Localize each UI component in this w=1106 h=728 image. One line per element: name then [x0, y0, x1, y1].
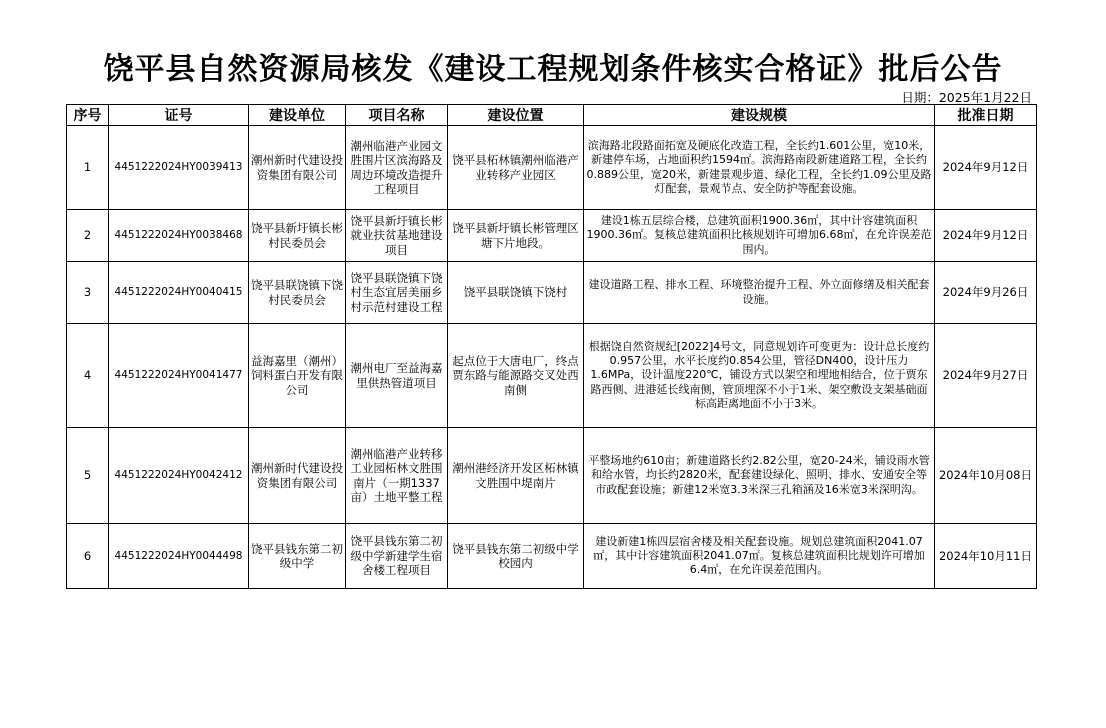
- cell-no: 1: [67, 126, 109, 210]
- cell-scale: 建设1栋五层综合楼，总建筑面积1900.36㎡，其中计容建筑面积1900.36㎡。复核总建筑面积比核规划许可增加6.68㎡，在允许误差范围内。: [584, 210, 935, 262]
- cell-unit: 益海嘉里（潮州）饲料蛋白开发有限公司: [249, 324, 346, 428]
- cell-location: 饶平县新圩镇长彬管理区塘下片地段。: [448, 210, 584, 262]
- cell-location: 潮州港经济开发区柘林镇文胜围中堤南片: [448, 428, 584, 524]
- cell-location: 饶平县联饶镇下饶村: [448, 262, 584, 324]
- table-row: [67, 210, 1037, 262]
- cell-no: 4: [67, 324, 109, 428]
- table-row: [67, 126, 1037, 210]
- cell-scale: 建设新建1栋四层宿舍楼及相关配套设施。规划总建筑面积2041.07㎡，其中计容建筑面积2041.07㎡。复核总建筑面积比规划许可增加6.4㎡，在允许误差范围内。: [584, 524, 935, 589]
- cell-date: 2024年10月11日: [935, 524, 1037, 589]
- cell-date: 2024年9月27日: [935, 324, 1037, 428]
- cell-cert: 4451222024HY0041477: [109, 324, 249, 428]
- cell-date: 2024年9月12日: [935, 210, 1037, 262]
- table-row: [67, 428, 1037, 524]
- cell-unit: 潮州新时代建设投资集团有限公司: [249, 126, 346, 210]
- cell-date: 2024年9月12日: [935, 126, 1037, 210]
- cell-no: 2: [67, 210, 109, 262]
- cell-unit: 饶平县新圩镇长彬村民委员会: [249, 210, 346, 262]
- cell-cert: 4451222024HY0038468: [109, 210, 249, 262]
- header-date: 批准日期: [935, 105, 1037, 126]
- cell-project: 饶平县新圩镇长彬就业扶贫基地建设项目: [346, 210, 448, 262]
- cell-project: 潮州临港产业园文胜围片区滨海路及周边环境改造提升工程项目: [346, 126, 448, 210]
- announcement-date: 日期：2025年1月22日: [901, 90, 1032, 105]
- cell-date: 2024年10月08日: [935, 428, 1037, 524]
- cell-unit: 饶平县钱东第二初级中学: [249, 524, 346, 589]
- cell-scale: 根据饶自然资规纪[2022]4号文，同意规划许可变更为：设计总长度约0.957公里，水平长度约0.854公里，管径DN400，设计压力1.6MPa，设计温度220℃，铺设方式以架空和埋地相结合，位于贾东路西侧、进港延长线南侧，管顶埋深不小于1米、架空敷设支架基础面标高距离地面不小于3米。: [584, 324, 935, 428]
- cell-no: 6: [67, 524, 109, 589]
- header-unit: 建设单位: [249, 105, 346, 126]
- header-cert: 证号: [109, 105, 249, 126]
- cell-project: 饶平县联饶镇下饶村生态宜居美丽乡村示范村建设工程: [346, 262, 448, 324]
- cell-unit: 饶平县联饶镇下饶村民委员会: [249, 262, 346, 324]
- cell-unit: 潮州新时代建设投资集团有限公司: [249, 428, 346, 524]
- cell-scale: 滨海路北段路面拓宽及硬底化改造工程，全长约1.601公里，宽10米，新建停车场，占地面积约1594㎡。滨海路南段新建道路工程，全长约0.889公里，宽20米，新建景观步道、绿化工程，全长约1.09公里及路灯配套，景观节点、安全防护等配套设施。: [584, 126, 935, 210]
- table-header-row: [67, 105, 1037, 126]
- cell-project: 饶平县钱东第二初级中学新建学生宿舍楼工程项目: [346, 524, 448, 589]
- header-scale: 建设规模: [584, 105, 935, 126]
- cell-cert: 4451222024HY0040415: [109, 262, 249, 324]
- permit-table: [66, 104, 1037, 589]
- cell-location: 饶平县钱东第二初级中学校园内: [448, 524, 584, 589]
- cell-project: 潮州电厂至益海嘉里供热管道项目: [346, 324, 448, 428]
- cell-date: 2024年9月26日: [935, 262, 1037, 324]
- table-row: [67, 262, 1037, 324]
- cell-project: 潮州临港产业转移工业园柘林文胜围南片（一期1337亩）土地平整工程: [346, 428, 448, 524]
- cell-location: 饶平县柘林镇潮州临港产业转移产业园区: [448, 126, 584, 210]
- cell-scale: 平整场地约610亩；新建道路长约2.82公里，宽20-24米，铺设雨水管和给水管，均长约2820米，配套建设绿化、照明、排水、安通安全等市政配套设施；新建12米宽3.3米深三孔箱涵及16米宽3米深明沟。: [584, 428, 935, 524]
- cell-cert: 4451222024HY0039413: [109, 126, 249, 210]
- cell-cert: 4451222024HY0042412: [109, 428, 249, 524]
- header-project: 项目名称: [346, 105, 448, 126]
- header-no: 序号: [67, 105, 109, 126]
- cell-no: 3: [67, 262, 109, 324]
- table-row: [67, 524, 1037, 589]
- cell-location: 起点位于大唐电厂，终点贾东路与能源路交叉处西南侧: [448, 324, 584, 428]
- header-location: 建设位置: [448, 105, 584, 126]
- cell-cert: 4451222024HY0044498: [109, 524, 249, 589]
- page-title: 饶平县自然资源局核发《建设工程规划条件核实合格证》批后公告: [103, 52, 1003, 87]
- table-row: [67, 324, 1037, 428]
- cell-scale: 建设道路工程、排水工程、环境整治提升工程、外立面修缮及相关配套设施。: [584, 262, 935, 324]
- cell-no: 5: [67, 428, 109, 524]
